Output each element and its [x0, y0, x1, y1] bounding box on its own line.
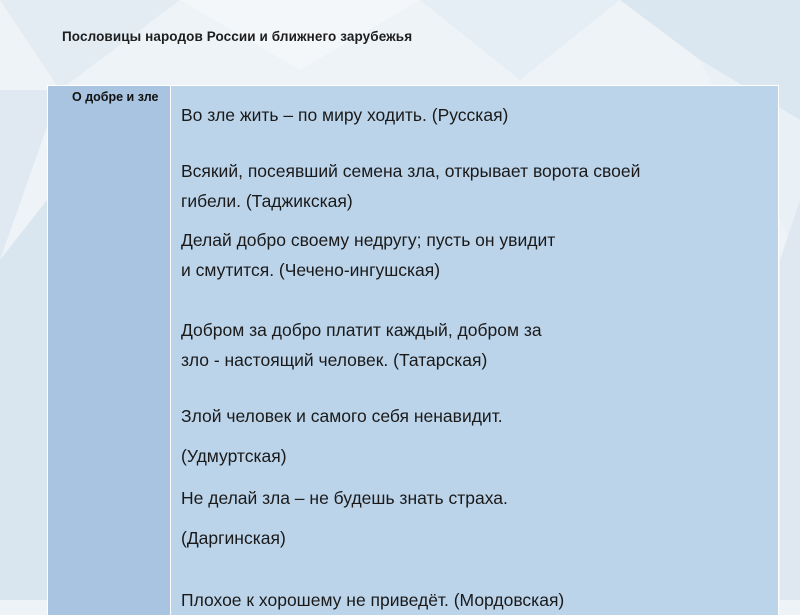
proverb-line: Не делай зла – не будешь знать страха.: [181, 488, 508, 508]
proverbs-column: [171, 86, 778, 615]
proverb-line: Добром за добро платит каждый, добром за: [181, 320, 542, 340]
proverb-item: [181, 585, 771, 615]
proverb-line: Во зле жить – по миру ходить. (Русская): [181, 105, 509, 125]
proverb-line: (Удмуртская): [181, 446, 287, 466]
topic-label: О добре и зле: [72, 90, 159, 104]
proverb-item: [181, 100, 771, 130]
proverb-item: [181, 156, 771, 216]
proverb-line: Плохое к хорошему не приведёт. (Мордовская): [181, 590, 565, 610]
proverb-line: Злой человек и самого себя ненавидит.: [181, 406, 503, 426]
slide-title: Пословицы народов России и ближнего зарубежья: [62, 29, 413, 44]
proverb-item: [181, 225, 771, 285]
proverb-item: [181, 401, 771, 471]
proverb-line: (Даргинская): [181, 528, 286, 548]
proverbs-table: [47, 85, 779, 615]
proverb-line: и смутится. (Чечено-ингушская): [181, 260, 441, 280]
proverb-line: зло - настоящий человек. (Татарская): [181, 350, 488, 370]
proverb-item: [181, 483, 771, 553]
proverb-item: [181, 315, 771, 375]
proverb-line: Всякий, посеявший семена зла, открывает ворота своей: [181, 161, 641, 181]
proverb-line: Делай добро своему недругу; пусть он увидит: [181, 230, 556, 250]
topic-column: [48, 86, 171, 615]
proverb-line: гибели. (Таджикская): [181, 191, 353, 211]
